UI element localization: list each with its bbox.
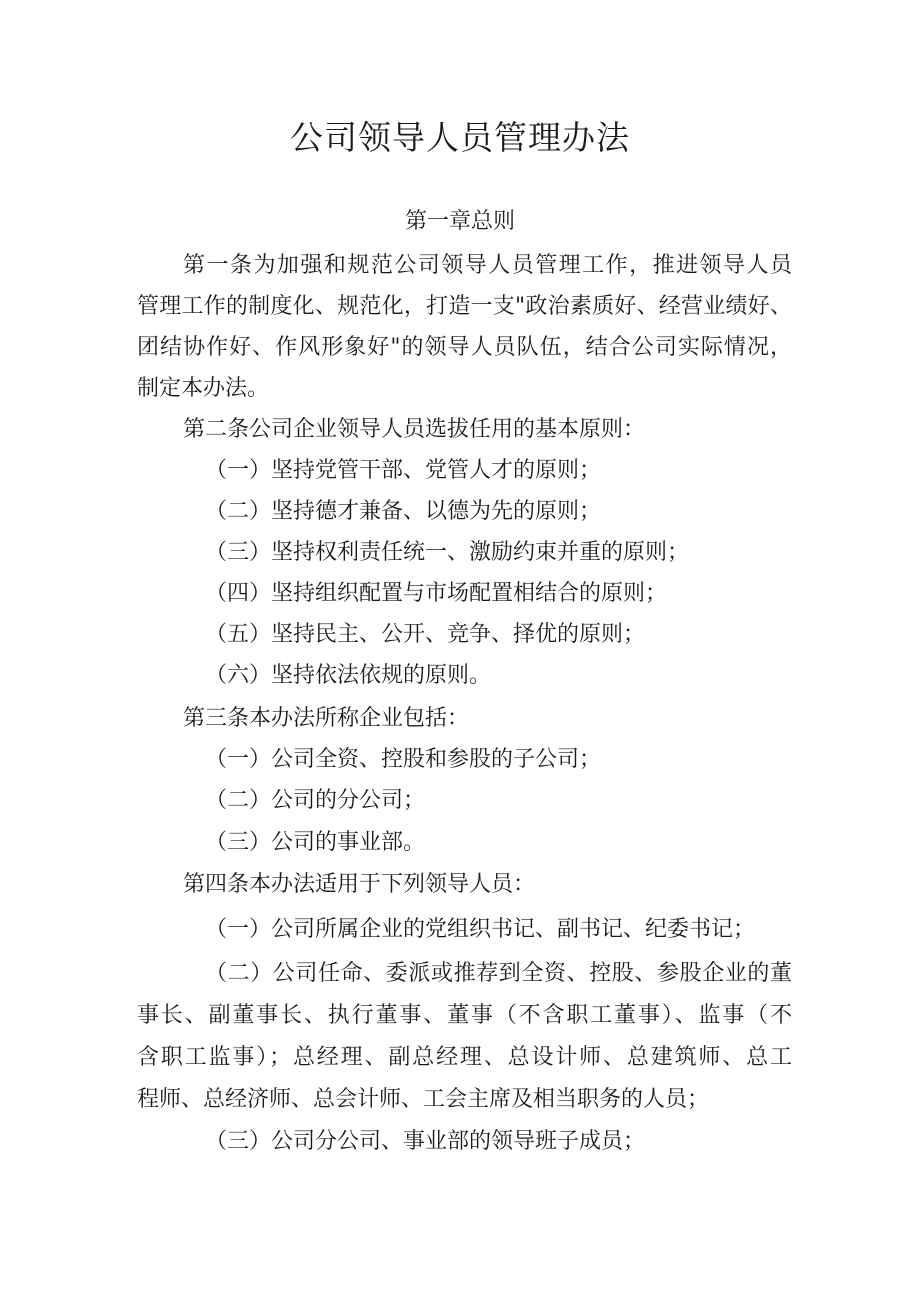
article-4-item-2-line-3: 含职工监事）；总经理、副总经理、总设计师、总建筑师、总工 [137, 1045, 792, 1070]
article-2-item-6: （六）坚持依法依规的原则。 [205, 663, 492, 688]
article-4-item-1: （一）公司所属企业的党组织书记、副书记、纪委书记； [205, 917, 756, 942]
article-4-item-2-line-2: 事长、副董事长、执行董事、董事（不含职工董事）、监事（不 [137, 1003, 792, 1028]
article-2-heading: 第二条公司企业领导人员选拔任用的基本原则： [183, 417, 646, 442]
article-3-item-2: （二）公司的分公司； [205, 788, 426, 813]
article-3-heading: 第三条本办法所称企业包括： [183, 706, 470, 731]
document-title: 公司领导人员管理办法 [290, 118, 630, 157]
article-4-item-2-line-4: 程师、总经济师、总会计师、工会主席及相当职务的人员； [137, 1087, 710, 1112]
article-3-item-3: （三）公司的事业部。 [205, 830, 426, 855]
article-1-line-2: 管理工作的制度化、规范化，打造一支"政治素质好、经营业绩好、 [137, 294, 792, 319]
article-1-line-4: 制定本办法。 [137, 376, 270, 401]
article-2-item-4: （四）坚持组织配置与市场配置相结合的原则； [205, 581, 668, 606]
article-3-item-1: （一）公司全资、控股和参股的子公司； [205, 747, 602, 772]
article-4-item-2-line-1: （二）公司任命、委派或推荐到全资、控股、参股企业的董 [205, 961, 792, 986]
article-1-line-1: 第一条为加强和规范公司领导人员管理工作，推进领导人员 [183, 253, 792, 278]
article-2-item-5: （五）坚持民主、公开、竞争、择优的原则； [205, 622, 646, 647]
article-2-item-3: （三）坚持权利责任统一、激励约束并重的原则； [205, 540, 690, 565]
chapter-title: 第一章总则 [404, 209, 515, 234]
article-1-line-3: 团结协作好、作风形象好"的领导人员队伍，结合公司实际情况， [137, 335, 792, 360]
article-4-heading: 第四条本办法适用于下列领导人员： [183, 872, 536, 897]
article-2-item-2: （二）坚持德才兼备、以德为先的原则； [205, 499, 602, 524]
article-4-item-3: （三）公司分公司、事业部的领导班子成员； [205, 1129, 646, 1154]
article-2-item-1: （一）坚持党管干部、党管人才的原则； [205, 458, 602, 483]
